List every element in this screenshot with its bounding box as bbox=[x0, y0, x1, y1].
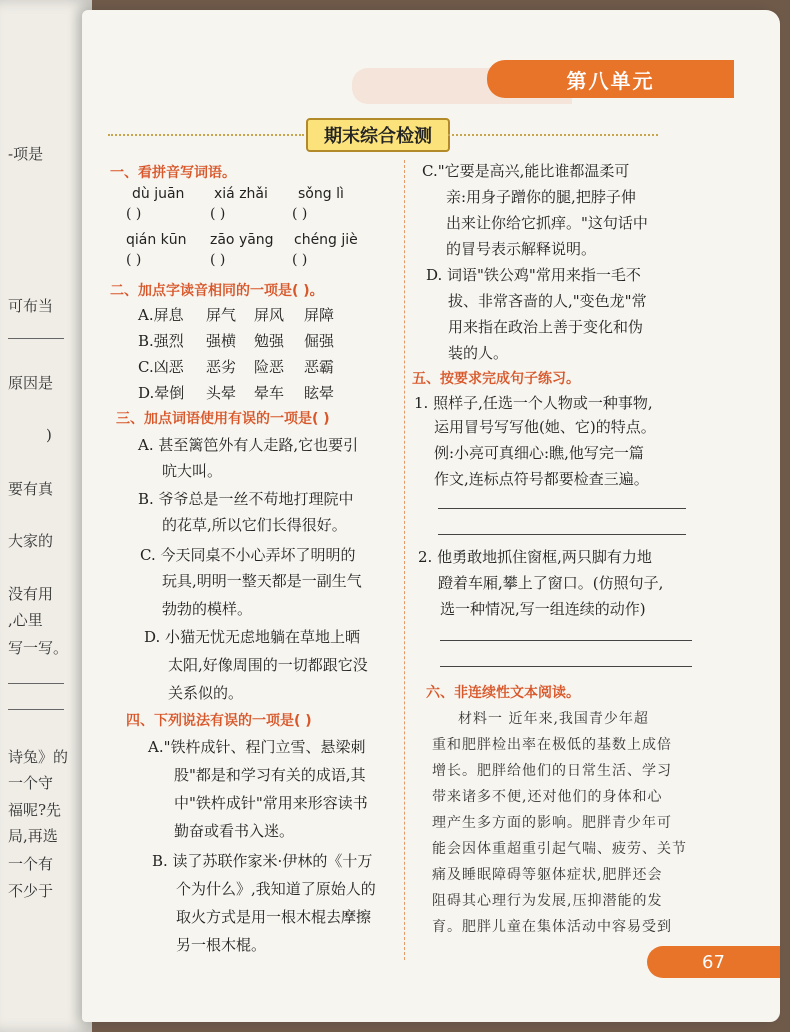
option-word: 眩晕 bbox=[304, 384, 335, 402]
left-text-line: ) bbox=[46, 426, 52, 444]
question-line: 蹬着车厢,攀上了窗口。(仿照句子, bbox=[438, 574, 664, 592]
left-text-line: 大家的 bbox=[8, 532, 54, 550]
answer-blank[interactable]: ( ) bbox=[210, 206, 226, 222]
question-line: 例:小亮可真细心:瞧,他写完一篇 bbox=[434, 444, 644, 462]
left-answer-line bbox=[8, 709, 64, 710]
question-line: 的花草,所以它们长得很好。 bbox=[162, 516, 347, 534]
question-line: 吭大叫。 bbox=[162, 462, 223, 480]
left-text-line: 一个守 bbox=[8, 774, 54, 792]
option-word: 屏气 bbox=[206, 306, 237, 324]
question-line: 出来让你给它抓痒。"这句话中 bbox=[446, 214, 648, 232]
reading-text-line: 增长。肥胖给他们的日常生活、学习 bbox=[432, 763, 672, 779]
option-word: A.屏息 bbox=[138, 306, 184, 324]
option-word: 恶劣 bbox=[206, 358, 237, 376]
question-line: 个为什么》,我知道了原始人的 bbox=[176, 880, 376, 898]
reading-text-line: 重和肥胖检出率在极低的基数上成倍 bbox=[432, 737, 672, 753]
left-text-line: 写一写。 bbox=[8, 639, 69, 657]
section-1-heading: 一、看拼音写词语。 bbox=[110, 165, 236, 181]
left-answer-line bbox=[8, 683, 64, 684]
question-line: 用来指在政治上善于变化和伪 bbox=[448, 318, 644, 336]
page-number: 67 bbox=[647, 946, 780, 978]
left-text-line: 福呢?先 bbox=[8, 801, 62, 819]
question-line: 运用冒号写写他(她、它)的特点。 bbox=[434, 418, 656, 436]
option-word: C.凶恶 bbox=[138, 358, 184, 376]
question-line: 取火方式是用一根木棍去摩擦 bbox=[176, 908, 372, 926]
answer-line[interactable] bbox=[438, 508, 686, 509]
pinyin: dù juān bbox=[132, 186, 185, 202]
worksheet-page bbox=[82, 10, 780, 1022]
page-title: 期末综合检测 bbox=[306, 118, 450, 152]
question-line: B. 爷爷总是一丝不苟地打理院中 bbox=[138, 490, 354, 508]
title-dotted-rule-left bbox=[108, 134, 304, 136]
reading-text-line: 带来诸多不便,还对他们的身体和心 bbox=[432, 789, 663, 805]
option-word: 倔强 bbox=[304, 332, 335, 350]
section-2-heading: 二、加点字读音相同的一项是( )。 bbox=[110, 283, 324, 299]
question-line: 玩具,明明一整天都是一副生气 bbox=[162, 572, 362, 590]
question-line: 1. 照样子,任选一个人物或一种事物, bbox=[414, 394, 653, 412]
question-line: D. 小猫无忧无虑地躺在草地上晒 bbox=[144, 628, 361, 646]
reading-text-line: 材料一 近年来,我国青少年超 bbox=[458, 711, 649, 727]
option-word: 强横 bbox=[206, 332, 237, 350]
answer-line[interactable] bbox=[440, 640, 692, 641]
question-line: C. 今天同桌不小心弄坏了明明的 bbox=[140, 546, 356, 564]
section-4-heading: 四、下列说法有误的一项是( ) bbox=[126, 713, 312, 729]
reading-text-line: 理产生多方面的影响。肥胖青少年可 bbox=[432, 815, 672, 831]
left-text-line: 诗兔》的 bbox=[8, 748, 69, 766]
answer-blank[interactable]: ( ) bbox=[210, 252, 226, 268]
question-line: 选一种情况,写一组连续的动作) bbox=[440, 600, 646, 618]
previous-page-edge bbox=[0, 0, 92, 1032]
left-text-line: 一个有 bbox=[8, 855, 54, 873]
answer-blank[interactable]: ( ) bbox=[126, 252, 142, 268]
left-text-line: 可布当 bbox=[8, 297, 54, 315]
question-line: C."它要是高兴,能比谁都温柔可 bbox=[422, 162, 630, 180]
option-word: D.晕倒 bbox=[138, 384, 185, 402]
question-line: 另一根木棍。 bbox=[176, 936, 267, 954]
question-line: A."铁杵成针、程门立雪、悬梁刺 bbox=[148, 738, 366, 756]
reading-text-line: 阻碍其心理行为发展,压抑潜能的发 bbox=[432, 893, 663, 909]
question-line: 勃勃的模样。 bbox=[162, 600, 253, 618]
left-text-line: ,心里 bbox=[8, 611, 43, 629]
question-line: 亲:用身子蹭你的腿,把脖子伸 bbox=[446, 188, 636, 206]
option-word: 勉强 bbox=[254, 332, 285, 350]
reading-text-line: 能会因体重超重引起气喘、疲劳、关节 bbox=[432, 841, 687, 857]
option-word: 晕车 bbox=[254, 384, 285, 402]
column-divider bbox=[404, 160, 405, 960]
reading-text-line: 痛及睡眠障碍等躯体症状,肥胖还会 bbox=[432, 867, 663, 883]
question-line: D. 词语"铁公鸡"常用来指一毛不 bbox=[426, 266, 641, 284]
section-5-heading: 五、按要求完成句子练习。 bbox=[412, 371, 580, 387]
option-word: 头晕 bbox=[206, 384, 237, 402]
option-word: 屏障 bbox=[304, 306, 335, 324]
option-word: 屏风 bbox=[254, 306, 285, 324]
pinyin: chéng jiè bbox=[294, 232, 358, 248]
pinyin: xiá zhǎi bbox=[214, 186, 268, 202]
question-line: 中"铁杵成针"常用来形容读书 bbox=[174, 794, 368, 812]
pinyin: qián kūn bbox=[126, 232, 187, 248]
pinyin: zāo yāng bbox=[210, 232, 274, 248]
answer-blank[interactable]: ( ) bbox=[126, 206, 142, 222]
question-line: 勤奋或看书入迷。 bbox=[174, 822, 295, 840]
answer-blank[interactable]: ( ) bbox=[292, 252, 308, 268]
question-line: 作文,连标点符号都要检查三遍。 bbox=[434, 470, 649, 488]
option-word: 险恶 bbox=[254, 358, 285, 376]
question-line: 股"都是和学习有关的成语,其 bbox=[174, 766, 366, 784]
question-line: A. 甚至篱笆外有人走路,它也要引 bbox=[138, 436, 359, 454]
left-text-line: -项是 bbox=[8, 145, 44, 163]
answer-blank[interactable]: ( ) bbox=[292, 206, 308, 222]
left-text-line: 不少于 bbox=[8, 882, 54, 900]
left-text-line: 没有用 bbox=[8, 585, 54, 603]
question-line: 装的人。 bbox=[448, 344, 509, 362]
left-answer-line bbox=[8, 338, 64, 339]
answer-line[interactable] bbox=[438, 534, 686, 535]
left-text-line: 要有真 bbox=[8, 480, 54, 498]
left-text-line: 局,再选 bbox=[8, 827, 58, 845]
pinyin: sǒng lì bbox=[298, 186, 344, 202]
section-3-heading: 三、加点词语使用有误的一项是( ) bbox=[116, 411, 330, 427]
reading-text-line: 育。肥胖儿童在集体活动中容易受到 bbox=[432, 919, 672, 935]
section-6-heading: 六、非连续性文本阅读。 bbox=[426, 685, 580, 701]
title-dotted-rule-right bbox=[448, 134, 658, 136]
question-line: B. 读了苏联作家米·伊林的《十万 bbox=[152, 852, 373, 870]
option-word: B.强烈 bbox=[138, 332, 184, 350]
question-line: 2. 他勇敢地抓住窗框,两只脚有力地 bbox=[418, 548, 652, 566]
question-line: 关系似的。 bbox=[168, 684, 244, 702]
left-text-line: 原因是 bbox=[8, 374, 54, 392]
question-line: 的冒号表示解释说明。 bbox=[446, 240, 597, 258]
answer-line[interactable] bbox=[440, 666, 692, 667]
question-line: 拔、非常吝啬的人,"变色龙"常 bbox=[448, 292, 647, 310]
option-word: 恶霸 bbox=[304, 358, 335, 376]
question-line: 太阳,好像周围的一切都跟它没 bbox=[168, 656, 368, 674]
unit-banner: 第八单元 bbox=[487, 60, 734, 98]
